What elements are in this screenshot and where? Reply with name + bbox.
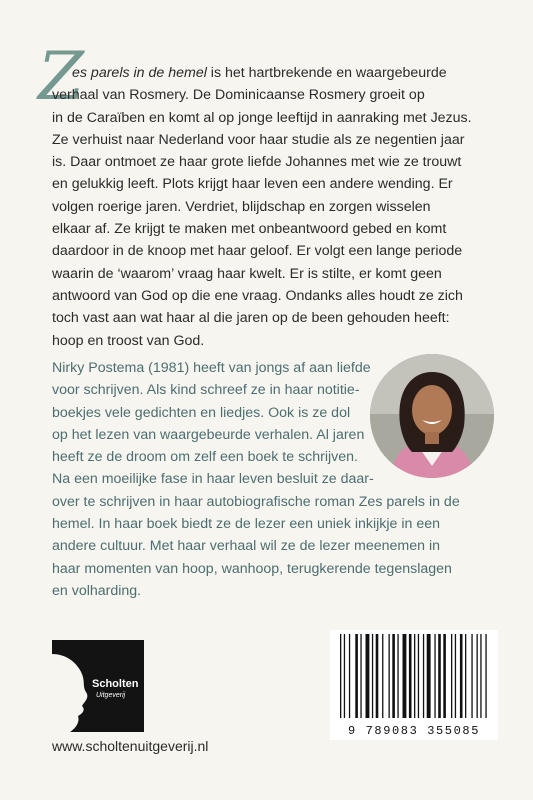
bio-line: Na een moeilijke fase in haar leven besluit ze daar- xyxy=(52,471,374,488)
blurb-line: in de Caraïben en komt al op jonge leeftijd in aanraking met Jezus. xyxy=(52,109,472,126)
book-blurb xyxy=(52,62,492,352)
bio-line: en volharding. xyxy=(52,582,142,599)
blurb-line: waarin de ‘waarom’ vraag haar kwelt. Er is stilte, er komt geen xyxy=(52,265,442,282)
bio-line: andere cultuur. Met haar verhaal wil ze de lezer meenemen in xyxy=(52,538,441,555)
blurb-line: is. Daar ontmoet ze haar grote liefde Johannes met wie ze trouwt xyxy=(52,154,462,171)
bio-line: hemel. In haar boek biedt ze de lezer een uniek inkijkje in een xyxy=(52,516,441,533)
blurb-line-1-rest: is het hartbrekende en waargebeurde xyxy=(206,65,447,81)
bio-line: op het lezen van waargebeurde verhalen. Al jaren xyxy=(52,426,365,443)
bio-line: haar momenten van hoop, wanhoop, terugkerende tegenslagen xyxy=(52,560,452,577)
publisher-logo xyxy=(52,640,144,732)
book-title-italic: es parels in de hemel xyxy=(72,65,207,81)
blurb-line: Ze verhuist naar Nederland voor haar studie als ze negentien jaar xyxy=(52,131,465,148)
publisher-name: Scholten xyxy=(92,678,139,690)
blurb-line: en gelukkig leeft. Plots krijgt haar leven een andere wending. Er xyxy=(52,176,453,193)
blurb-line: antwoord van God op die ene vraag. Ondanks alles houdt ze zich xyxy=(52,287,463,304)
publisher-subtitle: Uitgeverij xyxy=(96,692,126,699)
blurb-line: toch vast aan wat haar al die jaren op de been gehouden heeft: xyxy=(52,310,450,327)
author-bio xyxy=(52,357,492,602)
blurb-line-1 xyxy=(52,62,492,84)
blurb-line: verhaal van Rosmery. De Dominicaanse Rosmery groeit op xyxy=(52,87,425,104)
bio-line: voor schrijven. Als kind schreef ze in haar notitie- xyxy=(52,382,360,399)
barcode-digits: 9 789083 355085 xyxy=(347,724,481,738)
blurb-line: daardoor in de knoop met haar geloof. Er volgt een lange periode xyxy=(52,243,463,260)
isbn-barcode xyxy=(330,630,498,740)
barcode-bars xyxy=(330,630,498,722)
blurb-line: hoop en troost van God. xyxy=(52,332,205,349)
bio-line: over te schrijven in haar autobiografische roman Zes parels in de xyxy=(52,493,460,510)
drop-cap-letter: Z xyxy=(38,38,84,115)
bio-line: boekjes vele gedichten en liedjes. Ook is ze dol xyxy=(52,404,351,421)
blurb-line: volgen roerige jaren. Verdriet, blijdschap en zorgen wisselen xyxy=(52,198,431,215)
publisher-website: www.scholtenuitgeverij.nl xyxy=(52,738,209,754)
bio-line: Nirky Postema (1981) heeft van jongs af aan liefde xyxy=(52,360,371,376)
bio-line: heeft ze de droom om zelf een boek te schrijven. xyxy=(52,449,358,466)
blurb-line: elkaar af. Ze krijgt te maken met onbeantwoord gebed en komt xyxy=(52,221,447,238)
